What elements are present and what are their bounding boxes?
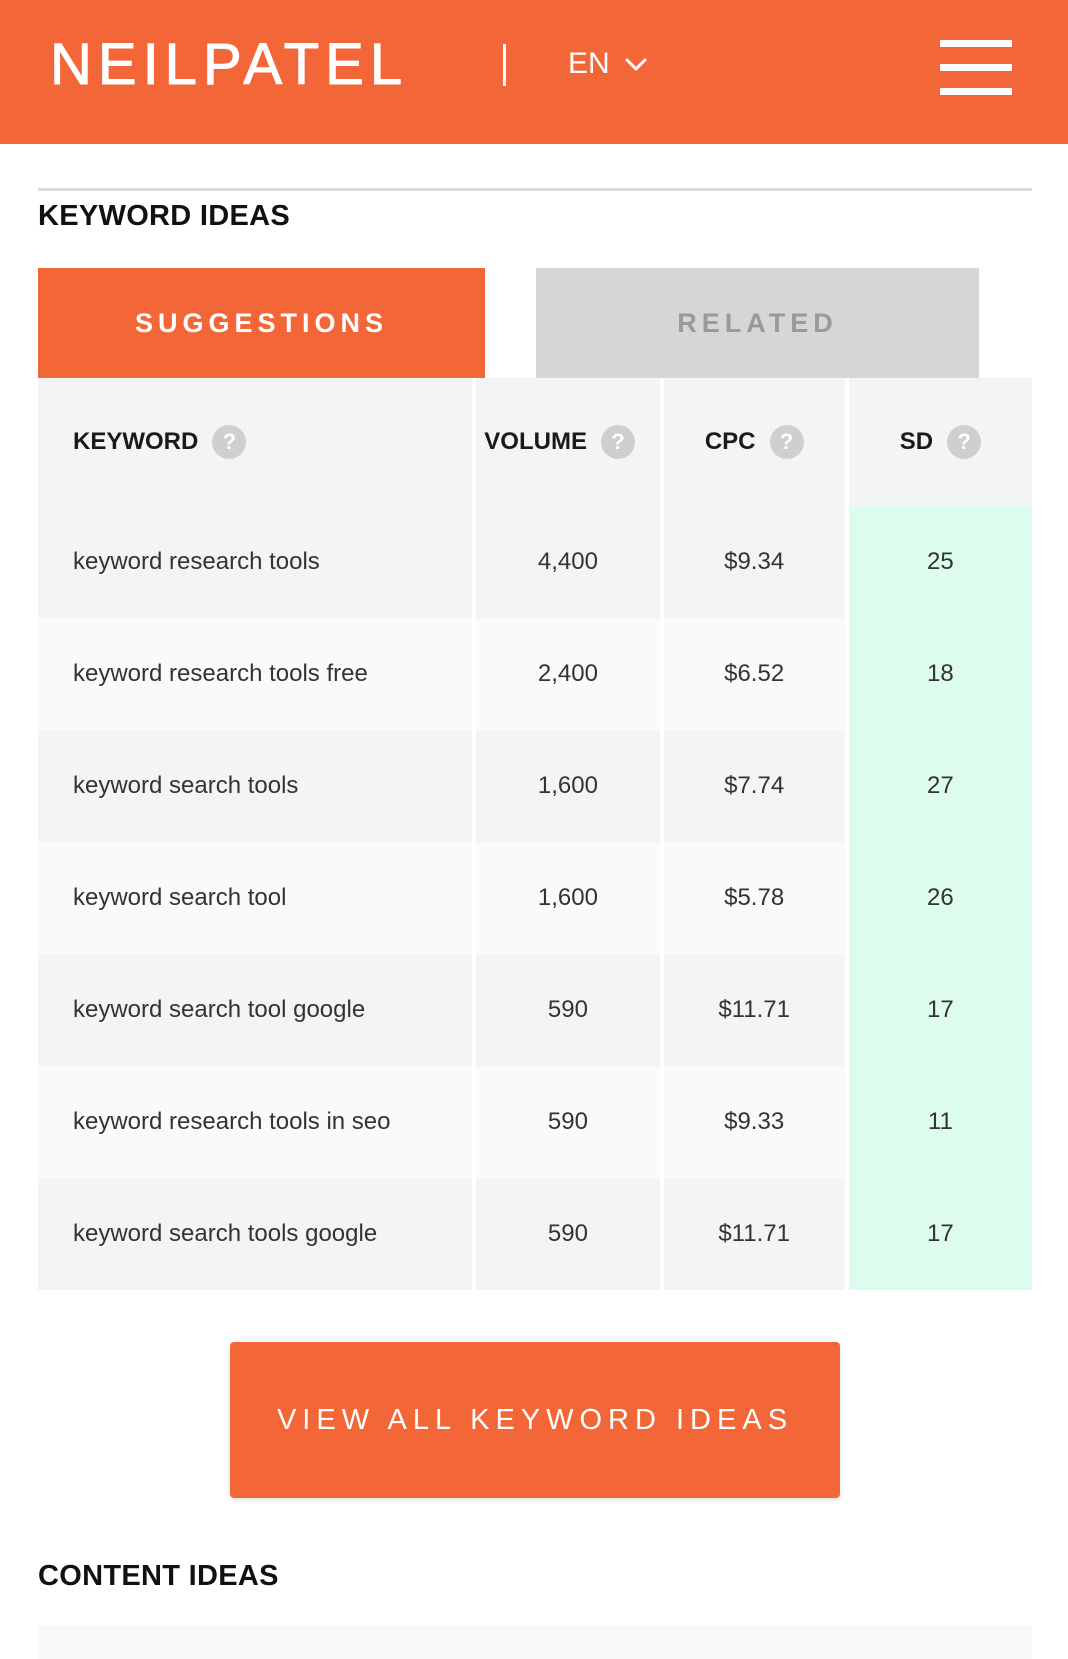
help-icon[interactable]: ?: [947, 425, 981, 459]
cpc-cell: $11.71: [664, 1178, 845, 1290]
content-ideas-panel: [38, 1626, 1032, 1659]
table-row[interactable]: [38, 730, 1032, 842]
keyword-ideas-title: KEYWORD IDEAS: [38, 200, 291, 232]
column-label: CPC: [704, 428, 756, 455]
table-row[interactable]: [38, 1178, 1032, 1290]
keyword-cell: keyword search tools google: [38, 1178, 472, 1290]
cpc-cell: $5.78: [664, 842, 845, 954]
volume-cell: 1,600: [476, 730, 659, 842]
help-icon[interactable]: ?: [212, 425, 246, 459]
cpc-cell: $7.74: [664, 730, 845, 842]
section-divider: [38, 188, 1032, 191]
hamburger-menu-icon[interactable]: [940, 40, 1012, 96]
column-label: KEYWORD: [73, 428, 199, 455]
column-header-sd: [849, 378, 1032, 506]
table-row[interactable]: [38, 618, 1032, 730]
volume-cell: 590: [476, 954, 659, 1066]
keyword-cell: keyword research tools: [38, 506, 472, 618]
keyword-cell: keyword search tool: [38, 842, 472, 954]
view-all-keyword-ideas-button[interactable]: VIEW ALL KEYWORD IDEAS: [230, 1342, 840, 1498]
cpc-cell: $6.52: [664, 618, 845, 730]
table-row[interactable]: [38, 506, 1032, 618]
column-header-cpc: [664, 378, 845, 506]
sd-cell: 26: [849, 842, 1032, 954]
volume-cell: 2,400: [476, 618, 659, 730]
volume-cell: 1,600: [476, 842, 659, 954]
sd-cell: 27: [849, 730, 1032, 842]
volume-cell: 590: [476, 1178, 659, 1290]
keyword-cell: keyword search tool google: [38, 954, 472, 1066]
column-label: VOLUME: [484, 428, 587, 455]
column-header-volume: [476, 378, 659, 506]
cpc-cell: $11.71: [664, 954, 845, 1066]
sd-cell: 17: [849, 1178, 1032, 1290]
tab-related[interactable]: RELATED: [536, 268, 979, 378]
sd-cell: 11: [849, 1066, 1032, 1178]
cpc-cell: $9.34: [664, 506, 845, 618]
site-logo[interactable]: NEILPATEL: [50, 32, 409, 97]
keyword-cell: keyword research tools in seo: [38, 1066, 472, 1178]
language-selector[interactable]: [568, 44, 648, 84]
tab-suggestions[interactable]: SUGGESTIONS: [38, 268, 485, 378]
keyword-cell: keyword research tools free: [38, 618, 472, 730]
sd-cell: 17: [849, 954, 1032, 1066]
volume-cell: 4,400: [476, 506, 659, 618]
keyword-cell: keyword search tools: [38, 730, 472, 842]
table-header-row: [38, 378, 1032, 506]
sd-cell: 18: [849, 618, 1032, 730]
language-label: EN: [568, 47, 610, 80]
column-label: SD: [899, 428, 934, 455]
chevron-down-icon: [624, 52, 648, 76]
content-ideas-title: CONTENT IDEAS: [38, 1560, 279, 1592]
site-header: [0, 0, 1068, 144]
keyword-table: [38, 378, 1032, 1290]
table-row[interactable]: [38, 954, 1032, 1066]
volume-cell: 590: [476, 1066, 659, 1178]
sd-cell: 25: [849, 506, 1032, 618]
table-row[interactable]: [38, 842, 1032, 954]
help-icon[interactable]: ?: [601, 425, 635, 459]
table-row[interactable]: [38, 1066, 1032, 1178]
column-header-keyword: [38, 378, 472, 506]
header-divider: [503, 44, 506, 86]
help-icon[interactable]: ?: [770, 425, 804, 459]
cpc-cell: $9.33: [664, 1066, 845, 1178]
